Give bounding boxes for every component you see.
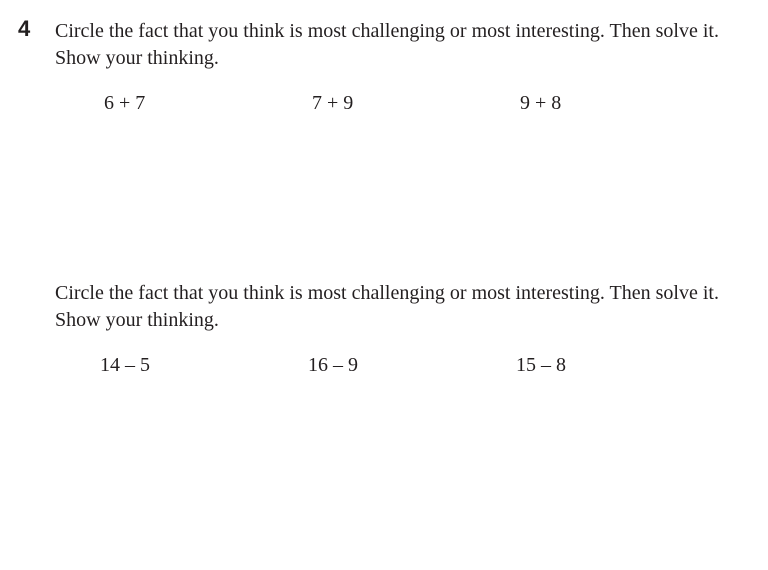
math-fact[interactable]: 7 + 9 xyxy=(312,92,354,114)
addition-prompt xyxy=(55,18,760,72)
prompt-line: Circle the fact that you think is most challenging or most interesting. Then solve it. xyxy=(55,282,719,304)
math-fact[interactable]: 6 + 7 xyxy=(104,92,146,114)
math-fact[interactable]: 15 – 8 xyxy=(516,354,566,376)
problem-number: 4 xyxy=(18,16,31,41)
prompt-line: Show your thinking. xyxy=(55,47,219,69)
math-fact[interactable]: 14 – 5 xyxy=(100,354,150,376)
math-fact[interactable]: 16 – 9 xyxy=(308,354,358,376)
subtraction-prompt xyxy=(55,280,760,334)
math-fact[interactable]: 9 + 8 xyxy=(520,92,562,114)
prompt-line: Circle the fact that you think is most challenging or most interesting. Then solve it. xyxy=(55,20,719,42)
prompt-line: Show your thinking. xyxy=(55,309,219,331)
